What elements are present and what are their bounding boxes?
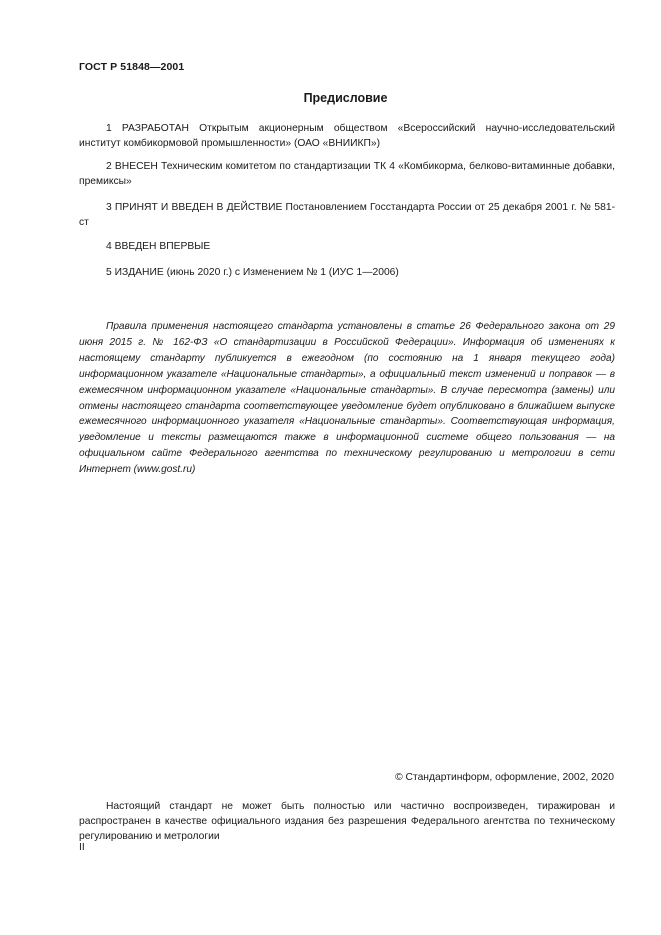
preface-item-4 bbox=[79, 239, 615, 254]
copyright-line: © Стандартинформ, оформление, 2002, 2020 bbox=[395, 772, 614, 783]
preface-item-lead: 5 ИЗДАНИЕ bbox=[106, 267, 164, 278]
preface-item-lead: 4 ВВЕДЕН ВПЕРВЫЕ bbox=[106, 241, 211, 252]
preface-item-lead: 3 ПРИНЯТ И ВВЕДЕН В ДЕЙСТВИЕ bbox=[106, 202, 283, 213]
page-number: II bbox=[79, 842, 85, 853]
preface-item-text: Постановлением Госстандарта России от 25 декабря 2001 г. № 581-ст bbox=[79, 202, 615, 228]
standard-application-notice: Правила применения настоящего стандарта установлены в статье 26 Федерального закона от 29 июня 2015 г. № 162-ФЗ «О стандартизации в Российской Федерации». Информация об изменениях к настоящему стандарту публикуется в ежегодном (по состоянию на 1 января текущего года) информационном указателе «Национальные стандарты», а официальный текст изменений и поправок — в ежемесячном информационном указателе «Национальные стандарты». В случае пересмотра (замены) или отмены настоящего стандарта соответствующее уведомление будет опубликовано в ближайшем выпуске ежемесячного информационного указателя «Национальные стандарты». Соответствующая информация, уведомление и тексты размещаются также в информационной системе общего пользования — на официальном сайте Федерального агентства по техническому регулированию и метрологии в сети Интернет (www.gost.ru) bbox=[79, 321, 615, 476]
preface-item-1 bbox=[79, 121, 615, 151]
preface-item-text: Техническим комитетом по стандартизации ТК 4 «Комбикорма, белково-витаминные добавки, премиксы» bbox=[79, 161, 616, 187]
preface-item-lead: 2 ВНЕСЕН bbox=[106, 161, 158, 172]
preface-title: Предисловие bbox=[303, 91, 388, 105]
preface-item-lead: 1 РАЗРАБОТАН bbox=[106, 123, 189, 134]
preface-item-5 bbox=[79, 265, 615, 280]
document-code: ГОСТ Р 51848—2001 bbox=[79, 61, 185, 73]
preface-item-2 bbox=[79, 159, 615, 189]
reproduction-rights-notice: Настоящий стандарт не может быть полностью или частично воспроизведен, тиражирован и распространен в качестве официального издания без разрешения Федерального агентства по техническому регулированию и метрологии bbox=[79, 801, 615, 842]
preface-item-3 bbox=[79, 200, 615, 230]
preface-item-text: Открытым акционерным обществом «Всероссийский научно-исследовательский институт комбикормовой промышленности» (ОАО «ВНИИКП») bbox=[79, 123, 615, 149]
preface-item-text: (июнь 2020 г.) с Изменением № 1 (ИУС 1—2006) bbox=[163, 267, 399, 278]
